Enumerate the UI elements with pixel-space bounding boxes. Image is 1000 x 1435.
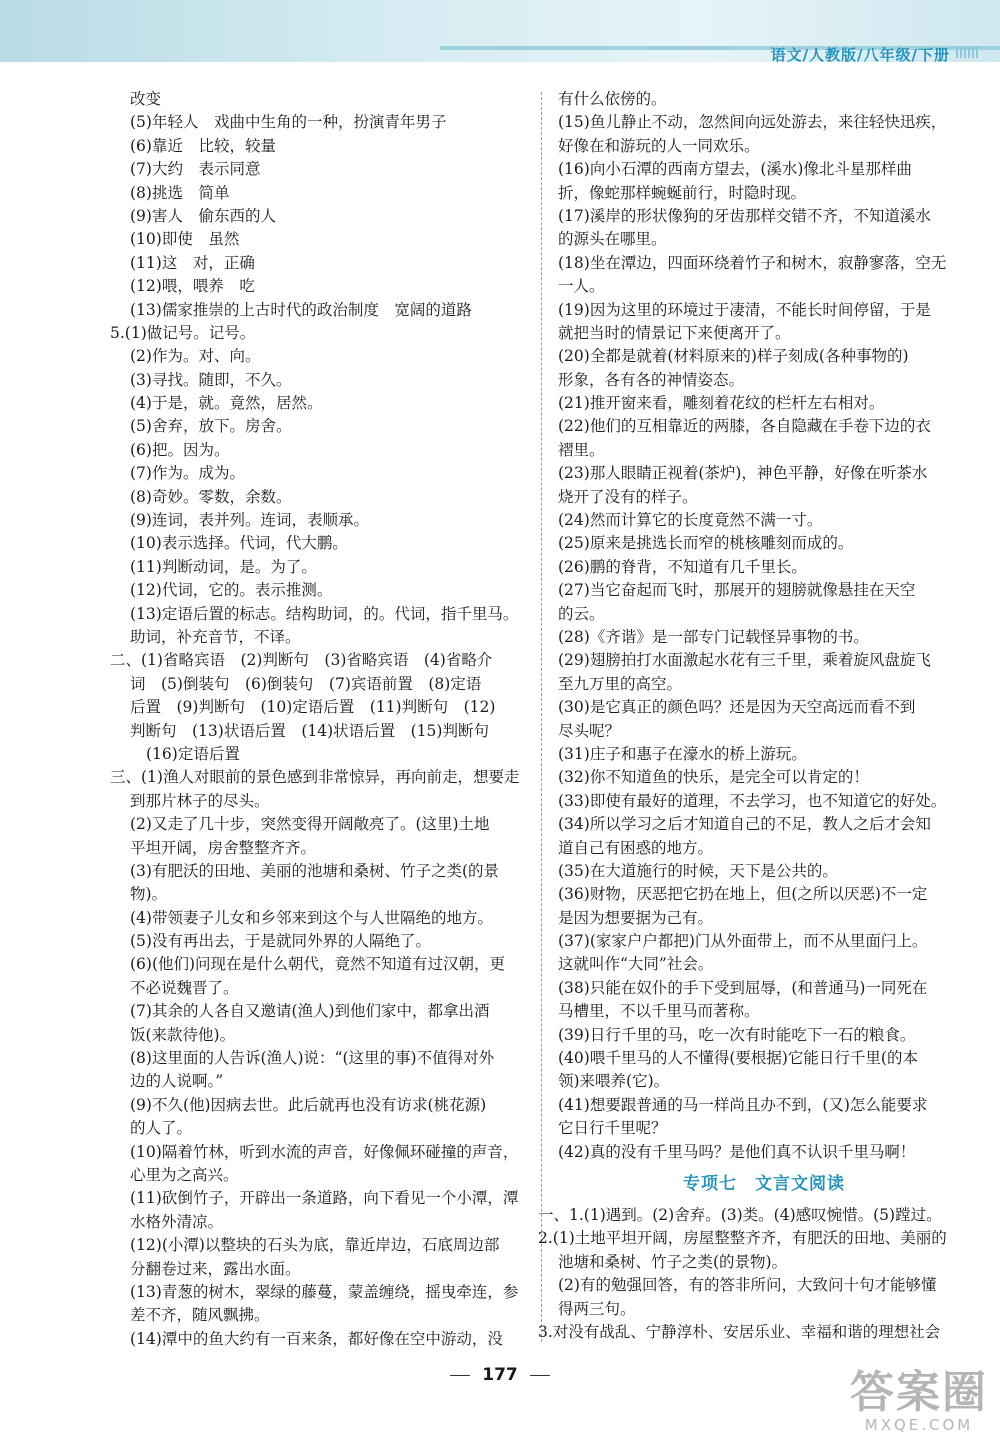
answer-line: (18)坐在潭边，四面环绕着竹子和树木，寂静寥落，空无 [558, 253, 947, 272]
answer-line: (2)作为。对、向。 [130, 347, 261, 366]
answer-line: (28)《齐谐》是一部专门记载怪异事物的书。 [558, 627, 869, 646]
header-label: 语文/人教版/八年级/下册 [770, 46, 950, 64]
answer-line: 三、(1)渔人对眼前的景色感到非常惊异，再向前走，想要走 [110, 768, 520, 787]
answer-line: (20)全都是就着(材料原来的)样子刻成(各种事物的) [558, 347, 909, 366]
answer-line: (13)儒家推崇的上古时代的政治制度 宽阔的道路 [130, 300, 472, 319]
answer-line: (16)定语后置 [146, 744, 240, 763]
answer-line: (11)砍倒竹子，开辟出一条道路，向下看见一个小潭，潭 [130, 1189, 519, 1208]
answer-line: (37)(家家户户都把)门从外面带上，而不从里面闩上。 [558, 932, 928, 951]
right-column [538, 88, 970, 1344]
answer-line: 有什么依傍的。 [558, 90, 667, 108]
answer-line: 的源头在哪里。 [558, 230, 667, 249]
answer-line: (13)定语后置的标志。结构助词，的。代词，指千里马。 [130, 604, 519, 623]
answer-line: (25)原来是挑选长而窄的桃核雕刻而成的。 [558, 534, 854, 553]
answer-line: (9)害人 偷东西的人 [130, 206, 276, 225]
answer-line: (34)所以学习之后才知道自己的不足，教人之后才会知 [558, 815, 931, 834]
answer-line: (5)年轻人 戏曲中生角的一种，扮演青年男子 [130, 113, 447, 132]
answer-line: 褶里。 [558, 440, 605, 459]
answer-line: 后置 (9)判断句 (10)定语后置 (11)判断句 (12) [130, 698, 496, 717]
answer-line: 词 (5)倒装句 (6)倒装句 (7)宾语前置 (8)定语 [130, 674, 482, 693]
answer-line: (9)不久(他)因病去世。此后就再也没有访求(桃花源) [130, 1095, 487, 1114]
answer-line: (10)隔着竹林，听到水流的声音，好像佩环碰撞的声音， [130, 1142, 519, 1161]
right-answers-b [538, 1204, 970, 1344]
answer-line: (8)奇妙。零数，余数。 [130, 487, 292, 506]
answer-line: (7)其余的人各自又邀请(渔人)到他们家中，都拿出酒 [130, 1002, 490, 1021]
answer-line: 3.对没有战乱、宁静淳朴、安居乐业、幸福和谐的理想社会 [538, 1322, 941, 1341]
answer-line: (11)这 对，正确 [130, 253, 255, 272]
answer-line: 二、(1)省略宾语 (2)判断句 (3)省略宾语 (4)省略介 [110, 651, 493, 670]
answer-line: (23)那人眼睛正视着(茶炉)，神色平静，好像在听茶水 [558, 464, 928, 483]
answer-line: 助词，补充音节，不译。 [130, 627, 301, 646]
answer-line: (26)鹏的脊背，不知道有几千里长。 [558, 557, 807, 576]
answer-line: (42)真的没有千里马吗？是他们真不认识千里马啊！ [558, 1142, 916, 1161]
answer-line: (24)然而计算它的长度竟然不满一寸。 [558, 511, 823, 530]
answer-line: 领)来喂养(它)。 [558, 1072, 670, 1091]
answer-line: (6)(他们)问现在是什么朝代，竟然不知道有过汉朝，更 [130, 955, 506, 974]
answer-line: 至九万里的高空。 [558, 674, 683, 693]
answer-line: 物)。 [130, 885, 168, 904]
answer-line: 到那片林子的尽头。 [130, 791, 270, 810]
answer-line: 一、1.(1)遇到。(2)舍弃。(3)类。(4)感叹惋惜。(5)蹚过。 [538, 1205, 942, 1224]
answer-line: (12)代词，它的。表示推测。 [130, 581, 333, 600]
answer-line: (39)日行千里的马，吃一次有时能吃下一石的粮食。 [558, 1025, 916, 1044]
answer-line: 的人了。 [130, 1119, 193, 1138]
answer-line: (29)翅膀拍打水面激起水花有三千里，乘着旋风盘旋飞 [558, 651, 931, 670]
answer-line: 的云。 [558, 604, 605, 623]
answer-line: 是因为想要据为己有。 [558, 908, 714, 927]
answer-line: (11)判断动词，是。为了。 [130, 557, 317, 576]
answer-line: (40)喂千里马的人不懂得(要根据)它能日行千里(的本 [558, 1049, 918, 1068]
answer-line: (17)溪岸的形状像狗的牙齿那样交错不齐，不知道溪水 [558, 206, 931, 225]
answer-line: (22)他们的互相靠近的两膝，各自隐藏在手卷下边的衣 [558, 417, 931, 436]
answer-line: (5)没有再出去，于是就同外界的人隔绝了。 [130, 932, 431, 951]
answer-line: (2)又走了几十步，突然变得开阔敞亮了。(这里)土地 [130, 815, 490, 834]
answer-line: 水格外清凉。 [130, 1212, 224, 1231]
answer-line: (41)想要跟普通的马一样尚且办不到，(又)怎么能要求 [558, 1095, 928, 1114]
answer-line: (10)表示选择。代词，代大鹏。 [130, 534, 348, 553]
answer-line: 马槽里，不以千里马而著称。 [558, 1002, 760, 1021]
answer-line: (31)庄子和惠子在濠水的桥上游玩。 [558, 744, 807, 763]
answer-line: 好像在和游玩的人一同欢乐。 [558, 136, 760, 155]
section-title: 专项七 文言文阅读 [683, 1173, 845, 1194]
answer-line: (32)你不知道鱼的快乐，是完全可以肯定的！ [558, 768, 869, 787]
answer-line: (6)靠近 比较，较量 [130, 136, 276, 155]
watermark-url: MXQE.COM [864, 1416, 974, 1434]
answer-line: 道自己有困惑的地方。 [558, 838, 714, 857]
page-dash-left [450, 1375, 470, 1376]
answer-line: 得两三句。 [558, 1299, 636, 1318]
answer-line: (38)只能在奴仆的手下受到屈辱，(和普通马)一同死在 [558, 978, 928, 997]
answer-line: 2.(1)土地平坦开阔，房屋整整齐齐，有肥沃的田地、美丽的 [538, 1229, 947, 1248]
answer-line: 池塘和桑树、竹子之类(的景物)。 [558, 1252, 788, 1271]
answer-line: (30)是它真正的颜色吗？还是因为天空高远而看不到 [558, 698, 916, 717]
answer-line: (14)潭中的鱼大约有一百来条，都好像在空中游动，没 [130, 1329, 503, 1348]
answer-line: (8)挑选 简单 [130, 183, 230, 202]
right-answers-a [558, 88, 970, 1164]
answer-line: (8)这里面的人告诉(渔人)说：“(这里的事)不值得对外 [130, 1049, 495, 1068]
answer-line: (33)即使有最好的道理，不去学习，也不知道它的好处。 [558, 791, 947, 810]
answer-line: 形象，各有各的神情姿态。 [558, 370, 745, 389]
answer-line: (5)舍弃，放下。房舍。 [130, 417, 292, 436]
answer-line: 一人。 [558, 277, 605, 296]
answer-line: 它日行千里呢？ [558, 1119, 667, 1138]
answer-line: 平坦开阔，房舍整整齐齐。 [130, 838, 317, 857]
answer-line: (3)有肥沃的田地、美丽的池塘和桑树、竹子之类(的景 [130, 861, 500, 880]
answer-line: (21)推开窗来看，雕刻着花纹的栏杆左右相对。 [558, 394, 885, 413]
answer-line: 不必说魏晋了。 [130, 978, 239, 997]
answer-line: 烧开了没有的样子。 [558, 487, 698, 506]
left-column [110, 88, 530, 1351]
answer-line: 判断句 (13)状语后置 (14)状语后置 (15)判断句 [130, 721, 489, 740]
answer-line: (27)当它奋起而飞时，那展开的翅膀就像悬挂在天空 [558, 581, 916, 600]
page-number: 177 [482, 1365, 518, 1385]
header-dots-decoration [956, 46, 980, 58]
answer-line: (19)因为这里的环境过于凄清，不能长时间停留，于是 [558, 300, 931, 319]
page-dash-right [530, 1375, 550, 1376]
answer-line: (3)寻找。随即，不久。 [130, 370, 292, 389]
answer-line: 这就叫作“大同”社会。 [558, 955, 714, 974]
answer-line: 就把当时的情景记下来便离开了。 [558, 323, 791, 342]
answer-line: (4)于是，就。竟然，居然。 [130, 394, 323, 413]
answer-line: (7)作为。成为。 [130, 464, 245, 483]
answer-line: (15)鱼儿静止不动，忽然间向远处游去，来往轻快迅疾， [558, 113, 947, 132]
answer-line: (7)大约 表示同意 [130, 160, 261, 179]
answer-line: (12)喂，喂养 吃 [130, 277, 255, 296]
answer-line: 尽头呢？ [558, 721, 621, 740]
answer-line: (2)有的勉强回答，有的答非所问，大致问十句才能够懂 [558, 1276, 937, 1295]
answer-line: 差不齐，随风飘拂。 [130, 1306, 270, 1325]
answer-line: (13)青葱的树木，翠绿的藤蔓，蒙盖缠绕，摇曳牵连，参 [130, 1282, 519, 1301]
answer-line: (36)财物，厌恶把它扔在地上，但(之所以厌恶)不一定 [558, 885, 928, 904]
answer-line: 饭(来款待他)。 [130, 1025, 236, 1044]
answer-line: (16)向小石潭的西南方望去，(溪水)像北斗星那样曲 [558, 160, 912, 179]
answer-line: 5.(1)做记号。记号。 [110, 323, 256, 342]
answer-line: (10)即使 虽然 [130, 230, 240, 249]
answer-line: 边的人说啊。” [130, 1072, 224, 1091]
answer-line: (12)(小潭)以整块的石头为底，靠近岸边，石底周边部 [130, 1236, 500, 1255]
column-divider [541, 92, 542, 1342]
answer-line: (9)连词，表并列。连词，表顺承。 [130, 511, 369, 530]
watermark-logo [850, 1367, 988, 1434]
answer-line: (4)带领妻子儿女和乡邻来到这个与人世隔绝的地方。 [130, 908, 493, 927]
answer-line: 折，像蛇那样蜿蜒前行，时隐时现。 [558, 183, 807, 202]
answer-line: (35)在大道施行的时候，天下是公共的。 [558, 861, 838, 880]
answer-line: 改变 [130, 90, 162, 108]
watermark-text: 答案圈 [850, 1367, 988, 1418]
answer-line: (6)把。因为。 [130, 440, 230, 459]
answer-line: 心里为之高兴。 [130, 1165, 239, 1184]
answer-line: 分翻卷过来，露出水面。 [130, 1259, 301, 1278]
